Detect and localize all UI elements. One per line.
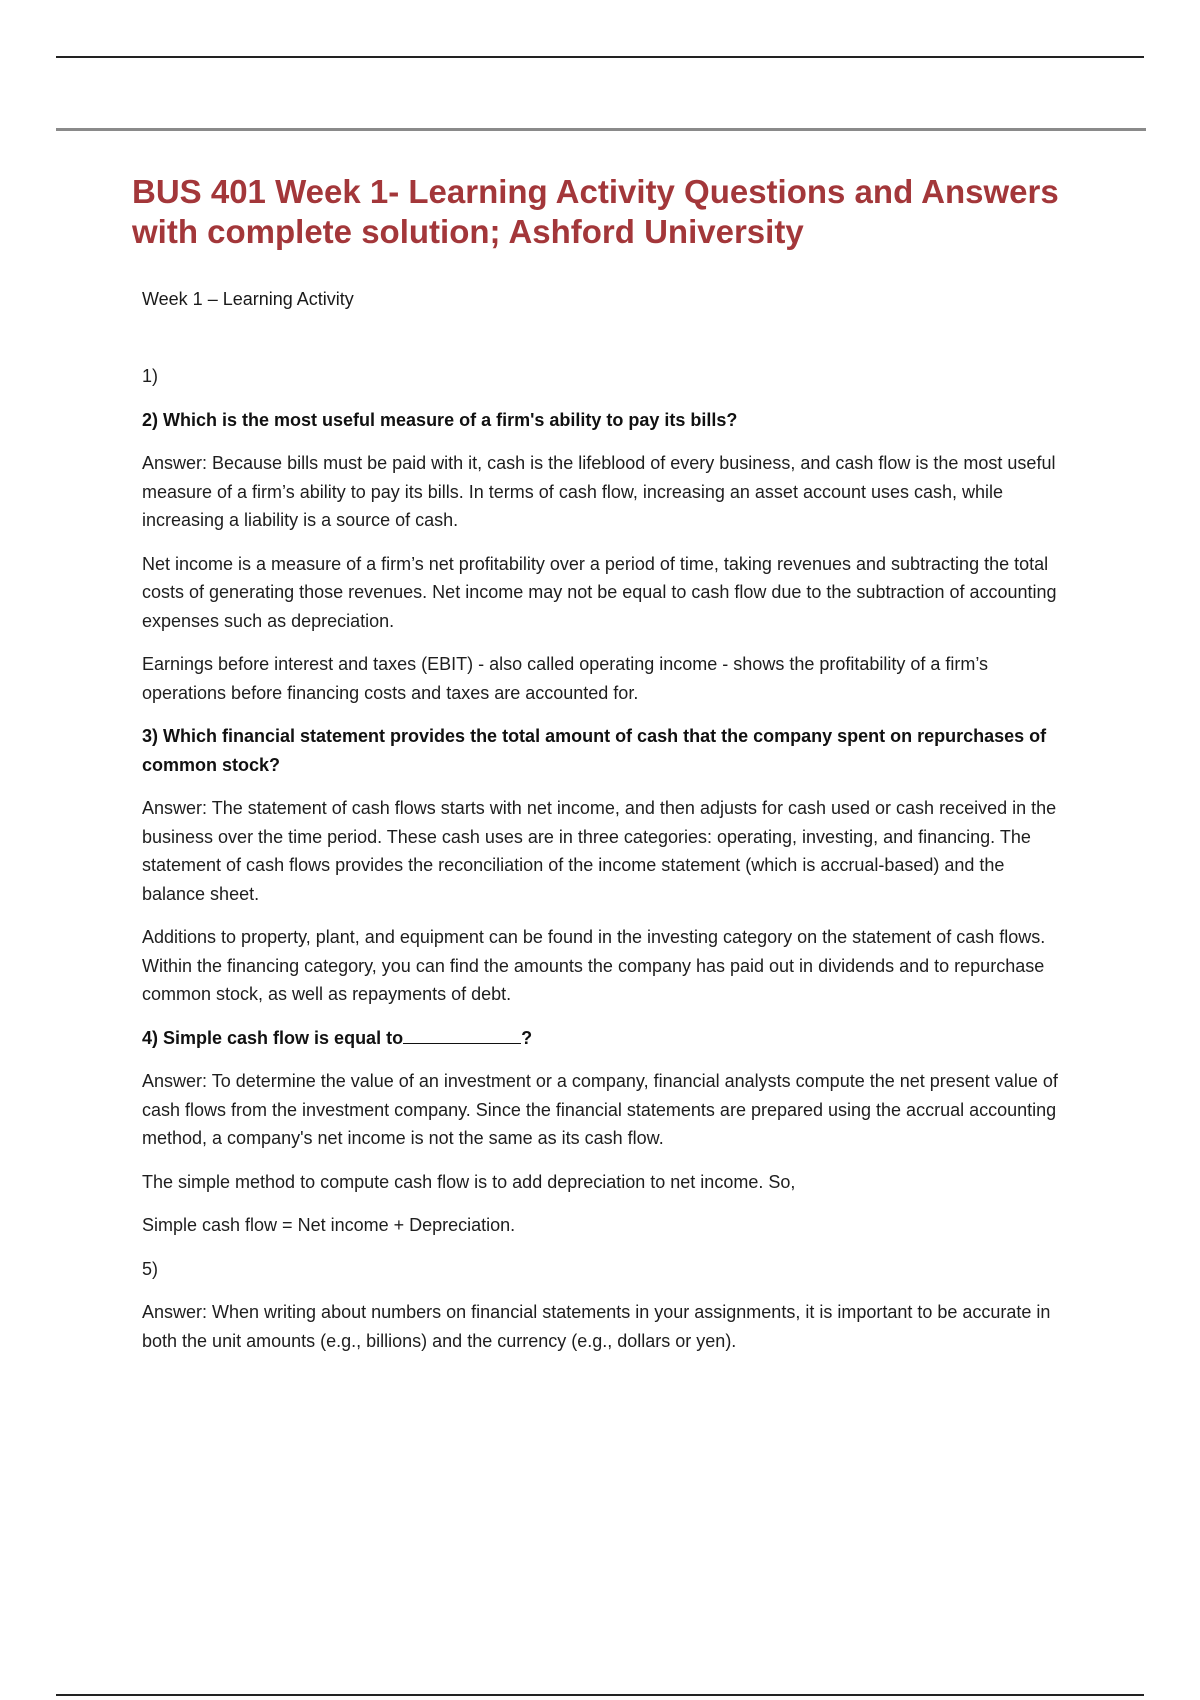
question-5-label: 5) bbox=[142, 1258, 159, 1279]
question-4-answer-3: Simple cash flow = Net income + Depreciation. bbox=[142, 1215, 516, 1235]
question-1-label: 1) bbox=[142, 366, 159, 386]
question-3-answer-2: Additions to property, plant, and equipment can be found in the investing category on the statement of cash flows. Within the financing category, you can find the amounts the company has paid out in dividends and to repurchase common stock, as well as repayments of debt. bbox=[142, 927, 1046, 1004]
document-title: BUS 401 Week 1- Learning Activity Questions and Answers with complete solution; Ashford University bbox=[132, 173, 1059, 250]
question-3: 3) Which financial statement provides the total amount of cash that the company spent on repurchases of common stock? bbox=[142, 726, 1047, 775]
question-2-answer-2: Net income is a measure of a firm’s net profitability over a period of time, taking revenues and subtracting the total costs of generating those revenues. Net income may not be equal to cash flow due to the subtraction of accounting expenses such as depreciation. bbox=[142, 553, 1057, 631]
bottom-rule bbox=[56, 1694, 1144, 1696]
question-2-answer-1: Answer: Because bills must be paid with it, cash is the lifeblood of every business, and cash flow is the most useful measure of a firm’s ability to pay its bills. In terms of cash flow, increasing an asset account uses cash, while increasing a liability is a source of cash. bbox=[142, 453, 1056, 530]
fill-in-blank bbox=[403, 1025, 521, 1044]
top-rule bbox=[56, 56, 1144, 58]
header-rule bbox=[56, 128, 1146, 131]
question-2: 2) Which is the most useful measure of a firm's ability to pay its bills? bbox=[142, 409, 738, 430]
question-4-answer-2: The simple method to compute cash flow is to add depreciation to net income. So, bbox=[142, 1171, 796, 1192]
question-5-answer-1: Answer: When writing about numbers on financial statements in your assignments, it is important to be accurate in both the unit amounts (e.g., billions) and the currency (e.g., dollars or yen). bbox=[142, 1302, 1051, 1351]
question-4-prefix: 4) Simple cash flow is equal to bbox=[142, 1027, 404, 1048]
question-4-suffix: ? bbox=[521, 1027, 533, 1048]
question-2-answer-3: Earnings before interest and taxes (EBIT) - also called operating income - shows the profitability of a firm’s operations before financing costs and taxes are accounted for. bbox=[142, 654, 989, 703]
document-subtitle: Week 1 – Learning Activity bbox=[142, 289, 354, 309]
question-4-answer-1: Answer: To determine the value of an investment or a company, financial analysts compute the net present value of cash flows from the investment company. Since the financial statements are prepared using the accrual accounting method, a company's net income is not the same as its cash flow. bbox=[142, 1071, 1058, 1148]
question-4 bbox=[142, 1024, 1062, 1053]
question-3-answer-1: Answer: The statement of cash flows starts with net income, and then adjusts for cash used or cash received in the business over the time period. These cash uses are in three categories: operating, investing, and financing. The statement of cash flows provides the reconciliation of the income statement (which is accrual-based) and the balance sheet. bbox=[142, 798, 1057, 904]
document-body bbox=[132, 172, 1062, 1370]
